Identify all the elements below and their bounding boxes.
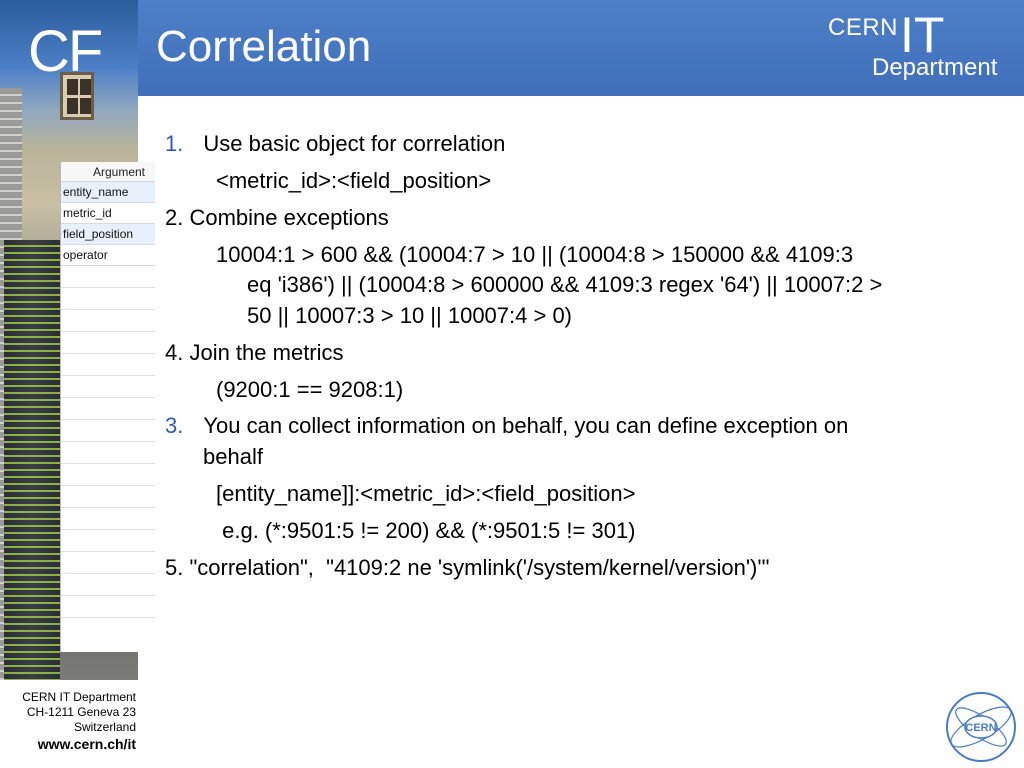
sub-item: 10004:1 > 600 && (10004:7 > 10 || (10004:8 > 150000 && 4109:3: [216, 242, 854, 267]
argument-row-empty: [61, 288, 155, 310]
cern-it-logo: [814, 7, 1014, 84]
cf-logo-text: CF: [28, 19, 102, 84]
server-rack-image: [4, 240, 60, 680]
list-item-5: 5. "correlation", "4109:2 ne 'symlink('/system/kernel/version')'": [165, 555, 770, 580]
argument-row-empty: [61, 376, 155, 398]
svg-text:CERN: CERN: [965, 722, 997, 734]
argument-row-empty: [61, 310, 155, 332]
sub-item: <metric_id>:<field_position>: [216, 168, 492, 193]
list-number: 1.: [165, 131, 184, 156]
sub-item: [entity_name]]:<metric_id>:<field_position>: [216, 481, 636, 506]
argument-row-empty: [61, 398, 155, 420]
sub-item-continued: eq 'i386') || (10004:8 > 600000 && 4109:3 regex '64') || 10007:2 >: [247, 272, 883, 297]
list-number: 3.: [165, 413, 184, 438]
argument-table-header: Argument: [61, 162, 155, 182]
title-bar: [138, 0, 1024, 96]
footer-url[interactable]: www.cern.ch/it: [37, 736, 136, 752]
list-text: Use basic object for correlation: [203, 131, 506, 156]
logo-department-text: Department: [872, 54, 998, 81]
list-item-1: [165, 128, 505, 159]
argument-row-empty: [61, 552, 155, 574]
side-photo-strip: [0, 0, 155, 680]
list-text-continued: behalf: [203, 444, 263, 469]
footer-address: [0, 690, 136, 754]
logo-it-text: IT: [900, 7, 945, 63]
cern-logo-icon: [944, 690, 1018, 764]
argument-row-empty: [61, 420, 155, 442]
argument-row-empty: [61, 354, 155, 376]
argument-row-empty: [61, 442, 155, 464]
argument-row: metric_id: [61, 203, 155, 224]
footer-line: Switzerland: [73, 720, 136, 734]
list-item-2: 2. Combine exceptions: [165, 205, 389, 230]
argument-table: [60, 162, 155, 652]
page-title: Correlation: [156, 22, 372, 71]
list-text: You can collect information on behalf, you can define exception on: [203, 413, 849, 438]
argument-row-empty: [61, 486, 155, 508]
footer-line: CERN IT Department: [22, 690, 136, 704]
argument-row: operator: [61, 245, 155, 266]
list-item-4: 4. Join the metrics: [165, 340, 344, 365]
argument-row-empty: [61, 530, 155, 552]
sub-item: e.g. (*:9501:5 != 200) && (*:9501:5 != 301): [216, 518, 636, 543]
sub-item: (9200:1 == 9208:1): [216, 377, 404, 402]
argument-row-empty: [61, 508, 155, 530]
argument-row-empty: [61, 266, 155, 288]
argument-row-empty: [61, 332, 155, 354]
argument-row: entity_name: [61, 182, 155, 203]
argument-row-empty: [61, 464, 155, 486]
list-item-3: [165, 410, 848, 441]
footer-line: CH-1211 Geneva 23: [26, 705, 136, 719]
argument-row: field_position: [61, 224, 155, 245]
argument-row-empty: [61, 596, 155, 618]
argument-row-empty: [61, 574, 155, 596]
sub-item-continued: 50 || 10007:3 > 10 || 10007:4 > 0): [247, 303, 573, 328]
logo-cern-text: CERN: [828, 14, 899, 41]
